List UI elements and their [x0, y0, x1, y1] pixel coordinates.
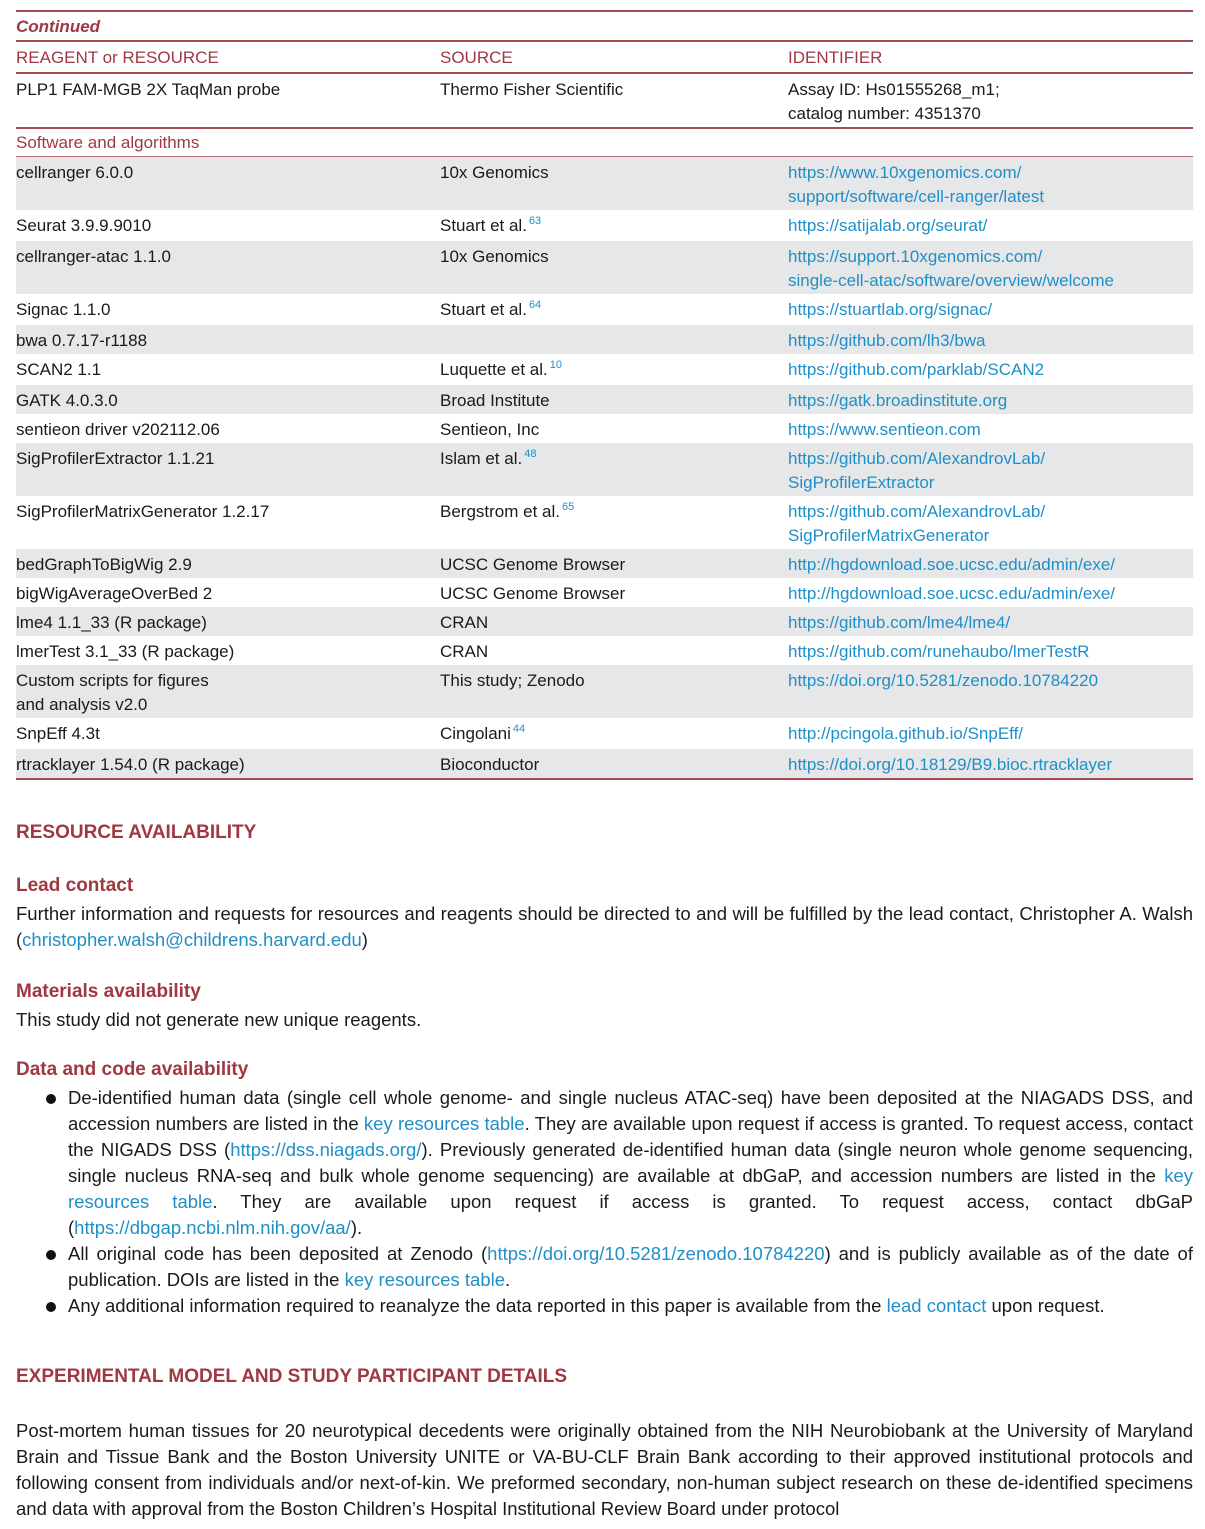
software-source	[440, 245, 788, 293]
table-row	[16, 549, 1193, 578]
software-name-line: SigProfilerExtractor 1.1.21	[16, 449, 215, 468]
table-row	[16, 157, 1193, 210]
table-row	[16, 241, 1193, 294]
text-span: ). Previously generated de-identified human data (single neuron whole genome sequencing, single nucleus RNA-seq and bulk whole genome sequencing) are available at dbGaP, and accession numbers are listed in the	[68, 1139, 1193, 1186]
key-resources-table	[16, 10, 1193, 780]
software-source	[440, 161, 788, 209]
software-name-line: Seurat 3.9.9.9010	[16, 216, 152, 235]
software-source	[440, 329, 788, 353]
identifier-line[interactable]: https://github.com/runehaubo/lmerTestR	[788, 642, 1090, 661]
table-row	[16, 74, 1193, 127]
software-source	[440, 389, 788, 413]
bullet-icon	[46, 1302, 56, 1312]
lead-contact-link[interactable]: lead contact	[886, 1295, 987, 1316]
software-identifier-link[interactable]	[788, 418, 1193, 442]
lead-contact-heading: Lead contact	[16, 875, 134, 896]
identifier-line[interactable]: https://github.com/AlexandrovLab/	[788, 449, 1046, 468]
software-rows	[16, 157, 1193, 778]
table-row	[16, 443, 1193, 496]
software-identifier-link[interactable]	[788, 214, 1193, 240]
identifier-line[interactable]: https://www.sentieon.com	[788, 420, 981, 439]
software-identifier-link[interactable]	[788, 640, 1193, 664]
table-row	[16, 496, 1193, 549]
bottom-rule	[16, 778, 1193, 780]
list-item	[16, 1085, 1193, 1241]
identifier-line: Assay ID: Hs01555268_m1;	[788, 80, 1000, 99]
resource-availability-heading: RESOURCE AVAILABILITY	[16, 822, 257, 843]
identifier-line[interactable]: http://hgdownload.soe.ucsc.edu/admin/exe/	[788, 555, 1115, 574]
key-resources-table-link[interactable]: key resources table	[363, 1113, 525, 1134]
software-name	[16, 161, 440, 209]
software-identifier-link[interactable]	[788, 722, 1193, 748]
software-identifier-link[interactable]	[788, 669, 1193, 717]
citation-superscript[interactable]: 63	[528, 215, 542, 227]
table-row	[16, 210, 1193, 241]
source-text: Broad Institute	[440, 391, 550, 410]
close-paren: )	[361, 929, 368, 950]
identifier-line[interactable]: https://satijalab.org/seurat/	[788, 216, 988, 235]
table-row	[16, 385, 1193, 414]
software-name	[16, 298, 440, 324]
source-text: Islam et al.	[440, 449, 523, 468]
identifier-line[interactable]: https://gatk.broadinstitute.org	[788, 391, 1008, 410]
text-span: ) and is publicly available as of the date of publication. DOIs are listed in the	[68, 1243, 1193, 1290]
software-name-line: Custom scripts for figures	[16, 671, 209, 690]
table-row	[16, 749, 1193, 778]
software-identifier-link[interactable]	[788, 245, 1193, 293]
software-name	[16, 640, 440, 664]
source-text: CRAN	[440, 642, 489, 661]
software-identifier-link[interactable]	[788, 447, 1193, 495]
identifier-line[interactable]: https://doi.org/10.18129/B9.bioc.rtracklayer	[788, 755, 1113, 774]
citation-superscript[interactable]: 10	[549, 359, 563, 371]
list-item	[16, 1293, 1193, 1319]
source-text: Cingolani	[440, 724, 511, 743]
identifier-line[interactable]: https://support.10xgenomics.com/	[788, 247, 1043, 266]
identifier-line[interactable]: https://github.com/parklab/SCAN2	[788, 360, 1045, 379]
source-text: This study; Zenodo	[440, 671, 585, 690]
table-row	[16, 636, 1193, 665]
software-name-line: and analysis v2.0	[16, 695, 148, 714]
identifier-line[interactable]: https://stuartlab.org/signac/	[788, 300, 993, 319]
lead-contact-email-link[interactable]: christopher.walsh@childrens.harvard.edu	[22, 929, 362, 950]
software-identifier-link[interactable]	[788, 500, 1193, 548]
citation-superscript[interactable]: 64	[528, 299, 542, 311]
reagent-identifier	[788, 78, 1193, 126]
text-span: . They are available upon request if access is granted. To request access, contact the NIGADS DSS (	[68, 1113, 1193, 1160]
software-name	[16, 245, 440, 293]
software-name	[16, 669, 440, 717]
software-name-line: GATK 4.0.3.0	[16, 391, 118, 410]
identifier-line[interactable]: https://doi.org/10.5281/zenodo.10784220	[788, 671, 1099, 690]
source-text: UCSC Genome Browser	[440, 584, 626, 603]
software-name-line: bwa 0.7.17-r1188	[16, 331, 148, 350]
text-span: upon request.	[986, 1295, 1105, 1316]
software-name	[16, 329, 440, 353]
software-name-line: bigWigAverageOverBed 2	[16, 584, 213, 603]
software-name	[16, 418, 440, 442]
data-code-heading: Data and code availability	[16, 1059, 249, 1080]
materials-availability-heading: Materials availability	[16, 981, 201, 1002]
reagent-source: Thermo Fisher Scientific	[440, 80, 624, 99]
software-name-line: rtracklayer 1.54.0 (R package)	[16, 755, 245, 774]
header-identifier: IDENTIFIER	[788, 48, 883, 67]
software-source	[440, 214, 788, 240]
source-text: 10x Genomics	[440, 163, 549, 182]
dbgap-link[interactable]: https://dbgap.ncbi.nlm.nih.gov/aa/	[74, 1217, 351, 1238]
software-name	[16, 214, 440, 240]
software-name-line: Signac 1.1.0	[16, 300, 111, 319]
text-span: Any additional information required to reanalyze the data reported in this paper is available from the	[68, 1295, 887, 1316]
software-name-line: SnpEff 4.3t	[16, 724, 100, 743]
source-text: CRAN	[440, 613, 489, 632]
source-text: Bioconductor	[440, 755, 540, 774]
software-name	[16, 358, 440, 384]
software-source	[440, 553, 788, 577]
software-name-line: SigProfilerMatrixGenerator 1.2.17	[16, 502, 270, 521]
key-resources-table-link[interactable]: key resources table	[68, 1165, 1193, 1212]
key-resources-table-link[interactable]: key resources table	[344, 1269, 506, 1290]
experimental-text: Post-mortem human tissues for 20 neurotypical decedents were originally obtained from the NIH Neurobiobank at the University of Maryland Brain and Tissue Bank and the Boston University UNITE or VA-BU-CLF Brain Bank according to their approved institutional protocols and following consent from individuals and/or next-of-kin. We preformed secondary, non-human subject research on these de-identified specimens and data with approval from the Boston Children’s Hospital Institutional Review Board under protocol	[16, 1420, 1193, 1519]
table-row	[16, 578, 1193, 607]
source-text: Stuart et al.	[440, 216, 527, 235]
software-source	[440, 722, 788, 748]
identifier-line: catalog number: 4351370	[788, 104, 981, 123]
software-name	[16, 389, 440, 413]
software-identifier-link[interactable]	[788, 329, 1193, 353]
identifier-line[interactable]: https://github.com/lme4/lme4/	[788, 613, 1011, 632]
source-text: Stuart et al.	[440, 300, 527, 319]
zenodo-link[interactable]: https://doi.org/10.5281/zenodo.10784220	[487, 1243, 825, 1264]
identifier-line[interactable]: SigProfilerExtractor	[788, 473, 935, 492]
software-name	[16, 753, 440, 777]
table-row	[16, 325, 1193, 354]
software-source	[440, 418, 788, 442]
software-name-line: cellranger-atac 1.1.0	[16, 247, 171, 266]
identifier-line[interactable]: https://github.com/AlexandrovLab/	[788, 502, 1046, 521]
software-identifier-link[interactable]	[788, 358, 1193, 384]
identifier-line[interactable]: https://github.com/lh3/bwa	[788, 331, 986, 350]
bullet-icon	[46, 1094, 56, 1104]
citation-superscript[interactable]: 48	[524, 448, 537, 460]
experimental-heading: EXPERIMENTAL MODEL AND STUDY PARTICIPANT DETAILS	[16, 1366, 568, 1387]
software-source	[440, 358, 788, 384]
text-span: ).	[350, 1217, 363, 1238]
table-row	[16, 718, 1193, 749]
source-text: Sentieon, Inc	[440, 420, 540, 439]
software-name-line: SCAN2 1.1	[16, 360, 102, 379]
software-identifier-link[interactable]	[788, 298, 1193, 324]
source-text: Luquette et al.	[440, 360, 548, 379]
reagent-name: PLP1 FAM-MGB 2X TaqMan probe	[16, 80, 281, 99]
text-span: . They are available upon request if access is granted. To request access, contact dbGaP (	[68, 1191, 1193, 1238]
text-span: .	[505, 1269, 511, 1290]
section-title: Software and algorithms	[16, 133, 200, 152]
software-source	[440, 640, 788, 664]
software-source	[440, 500, 788, 548]
software-source	[440, 298, 788, 324]
identifier-line[interactable]: http://pcingola.github.io/SnpEff/	[788, 724, 1024, 743]
software-name-line: lme4 1.1_33 (R package)	[16, 613, 207, 632]
software-name-line: sentieon driver v202112.06	[16, 420, 220, 439]
text-span: De-identified human data (single cell whole genome- and single nucleus ATAC-seq) have been deposited at the NIAGADS DSS, and accession numbers are listed in the	[68, 1087, 1193, 1134]
table-row	[16, 354, 1193, 385]
table-row	[16, 414, 1193, 443]
header-reagent: REAGENT or RESOURCE	[16, 48, 219, 67]
software-identifier-link[interactable]	[788, 389, 1193, 413]
software-identifier-link[interactable]	[788, 582, 1193, 606]
source-text: Bergstrom et al.	[440, 502, 560, 521]
software-name	[16, 611, 440, 635]
header-source: SOURCE	[440, 48, 513, 67]
software-name-line: bedGraphToBigWig 2.9	[16, 555, 192, 574]
software-name	[16, 582, 440, 606]
identifier-line[interactable]: support/software/cell-ranger/latest	[788, 187, 1045, 206]
citation-superscript[interactable]: 65	[562, 501, 575, 513]
software-identifier-link[interactable]	[788, 611, 1193, 635]
software-name-line: lmerTest 3.1_33 (R package)	[16, 642, 235, 661]
table-row	[16, 665, 1193, 718]
citation-superscript[interactable]: 44	[512, 723, 526, 735]
table-header	[16, 42, 1193, 72]
identifier-line[interactable]: SigProfilerMatrixGenerator	[788, 526, 990, 545]
software-source	[440, 753, 788, 777]
continued-label: Continued	[16, 17, 101, 36]
software-name	[16, 447, 440, 495]
software-identifier-link[interactable]	[788, 161, 1193, 209]
lead-contact-body: Further information and requests for resources and reagents should be directed to and will be fulfilled by the lead contact, Christopher A. Walsh (	[16, 903, 1193, 950]
bullet-icon	[46, 1250, 56, 1260]
software-source	[440, 669, 788, 717]
software-source	[440, 582, 788, 606]
identifier-line[interactable]: single-cell-atac/software/overview/welcome	[788, 271, 1114, 290]
table-row	[16, 607, 1193, 636]
table-row	[16, 294, 1193, 325]
software-identifier-link[interactable]	[788, 753, 1193, 777]
source-text: UCSC Genome Browser	[440, 555, 626, 574]
software-name	[16, 722, 440, 748]
data-code-list	[16, 1085, 1193, 1319]
software-name-line: cellranger 6.0.0	[16, 163, 134, 182]
identifier-line[interactable]: https://www.10xgenomics.com/	[788, 163, 1022, 182]
source-text: 10x Genomics	[440, 247, 549, 266]
software-name	[16, 553, 440, 577]
software-source	[440, 447, 788, 495]
identifier-line[interactable]: http://hgdownload.soe.ucsc.edu/admin/exe/	[788, 584, 1115, 603]
software-name	[16, 500, 440, 548]
materials-availability-text: This study did not generate new unique reagents.	[16, 1009, 422, 1030]
niagads-link[interactable]: https://dss.niagads.org/	[230, 1139, 422, 1160]
software-source	[440, 611, 788, 635]
text-span: All original code has been deposited at Zenodo (	[68, 1243, 488, 1264]
lead-contact-text	[16, 901, 1193, 953]
software-identifier-link[interactable]	[788, 553, 1193, 577]
list-item	[16, 1241, 1193, 1293]
